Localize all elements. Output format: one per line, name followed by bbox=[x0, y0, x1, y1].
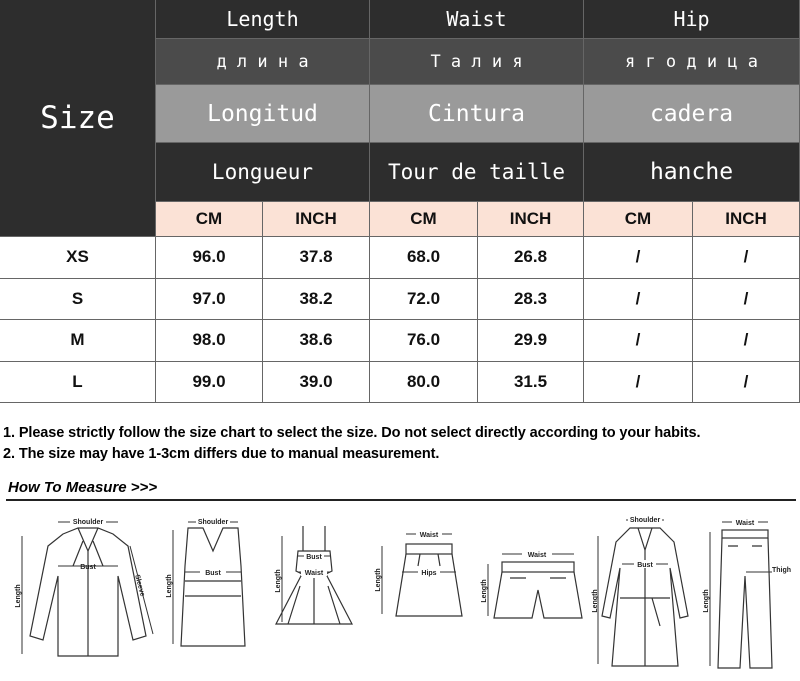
size-label-cell bbox=[0, 320, 156, 362]
unit-cell: CM bbox=[370, 202, 478, 237]
pants-icon bbox=[700, 506, 800, 676]
measure-label: Shoulder bbox=[197, 519, 229, 526]
title-underline bbox=[6, 499, 796, 501]
table-cell: / bbox=[584, 320, 693, 362]
table-cell: 26.8 bbox=[478, 237, 584, 279]
waist-header-fr: Tour de taille bbox=[370, 143, 584, 202]
unit-cell: INCH bbox=[693, 202, 800, 237]
unit-cell: CM bbox=[156, 202, 263, 237]
size-label-cell bbox=[0, 237, 156, 279]
waist-header: Waist bbox=[370, 0, 584, 39]
hip-header-ru: я г о д и ц а bbox=[584, 39, 800, 85]
table-cell: 99.0 bbox=[156, 362, 263, 404]
size-label: XS bbox=[66, 247, 89, 267]
size-label-cell bbox=[0, 279, 156, 321]
measure-label: Shoulder bbox=[629, 517, 661, 524]
unit-cell: CM bbox=[584, 202, 693, 237]
shorts-figure bbox=[478, 506, 588, 666]
table-cell: 80.0 bbox=[370, 362, 478, 404]
hip-header-fr: hanche bbox=[584, 143, 800, 202]
top-figure bbox=[163, 506, 263, 666]
unit-cell: INCH bbox=[263, 202, 370, 237]
length-header-es: Longitud bbox=[156, 85, 370, 143]
size-header: Size bbox=[40, 100, 115, 136]
table-cell: / bbox=[584, 237, 693, 279]
skirt-figure bbox=[370, 506, 470, 666]
table-cell: 29.9 bbox=[478, 320, 584, 362]
length-header: Length bbox=[156, 0, 370, 39]
measure-label: Waist bbox=[527, 552, 547, 559]
measure-label: Shoulder bbox=[72, 519, 104, 526]
shorts-icon bbox=[478, 506, 588, 666]
measure-label: Length bbox=[481, 579, 488, 603]
table-cell: / bbox=[693, 237, 800, 279]
measure-label: Waist bbox=[419, 532, 439, 539]
size-header-cell bbox=[0, 0, 156, 237]
measure-label: Hips bbox=[421, 570, 437, 577]
measure-label: Length bbox=[375, 568, 382, 592]
table-cell: 72.0 bbox=[370, 279, 478, 321]
note-line: 2. The size may have 1-3cm differs due to manual measurement. bbox=[3, 446, 440, 462]
size-label: S bbox=[71, 288, 84, 308]
measure-label: Sleeve bbox=[133, 573, 146, 598]
measure-label: Bust bbox=[306, 554, 322, 561]
table-cell: 76.0 bbox=[370, 320, 478, 362]
measure-label: Length bbox=[275, 569, 282, 593]
table-cell: 98.0 bbox=[156, 320, 263, 362]
table-cell: 97.0 bbox=[156, 279, 263, 321]
measure-label: Bust bbox=[80, 564, 96, 571]
measure-label: Length bbox=[592, 589, 599, 613]
measure-label: Bust bbox=[637, 562, 653, 569]
tank-top-icon bbox=[163, 506, 263, 666]
size-label: M bbox=[70, 330, 85, 350]
table-cell: / bbox=[584, 279, 693, 321]
dress-figure bbox=[268, 506, 358, 666]
dress-icon bbox=[268, 506, 358, 666]
table-cell: 38.2 bbox=[263, 279, 370, 321]
size-label: L bbox=[72, 371, 83, 391]
hip-header-es: cadera bbox=[584, 85, 800, 143]
skirt-icon bbox=[370, 506, 470, 666]
note-line: 1. Please strictly follow the size chart to select the size. Do not select directly according to your habits. bbox=[3, 425, 701, 441]
length-header-ru: д л и н а bbox=[156, 39, 370, 85]
size-label-cell bbox=[0, 362, 156, 404]
table-cell: 38.6 bbox=[263, 320, 370, 362]
measure-label: Length bbox=[166, 574, 173, 598]
table-cell: 39.0 bbox=[263, 362, 370, 404]
hip-header: Hip bbox=[584, 0, 800, 39]
table-cell: / bbox=[584, 362, 693, 404]
measure-label: Waist bbox=[735, 520, 755, 527]
blouse-icon bbox=[8, 506, 158, 676]
measure-label: Waist bbox=[304, 570, 324, 577]
table-cell: 96.0 bbox=[156, 237, 263, 279]
pants-figure bbox=[700, 506, 800, 676]
table-cell: 28.3 bbox=[478, 279, 584, 321]
waist-header-ru: Т а л и я bbox=[370, 39, 584, 85]
how-to-measure-title: How To Measure >>> bbox=[8, 479, 158, 496]
unit-cell: INCH bbox=[478, 202, 584, 237]
coat-icon bbox=[592, 506, 698, 676]
measure-label: Bust bbox=[205, 570, 221, 577]
length-header-fr: Longueur bbox=[156, 143, 370, 202]
table-cell: 37.8 bbox=[263, 237, 370, 279]
blouse-figure bbox=[8, 506, 158, 676]
measure-label: Thigh bbox=[772, 567, 792, 574]
table-cell: 31.5 bbox=[478, 362, 584, 404]
table-cell: / bbox=[693, 320, 800, 362]
table-cell: 68.0 bbox=[370, 237, 478, 279]
table-cell: / bbox=[693, 362, 800, 404]
measure-label: Length bbox=[15, 584, 22, 608]
waist-header-es: Cintura bbox=[370, 85, 584, 143]
measure-label: Length bbox=[703, 589, 710, 613]
table-divider bbox=[0, 236, 800, 237]
table-cell: / bbox=[693, 279, 800, 321]
coat-figure bbox=[592, 506, 698, 676]
